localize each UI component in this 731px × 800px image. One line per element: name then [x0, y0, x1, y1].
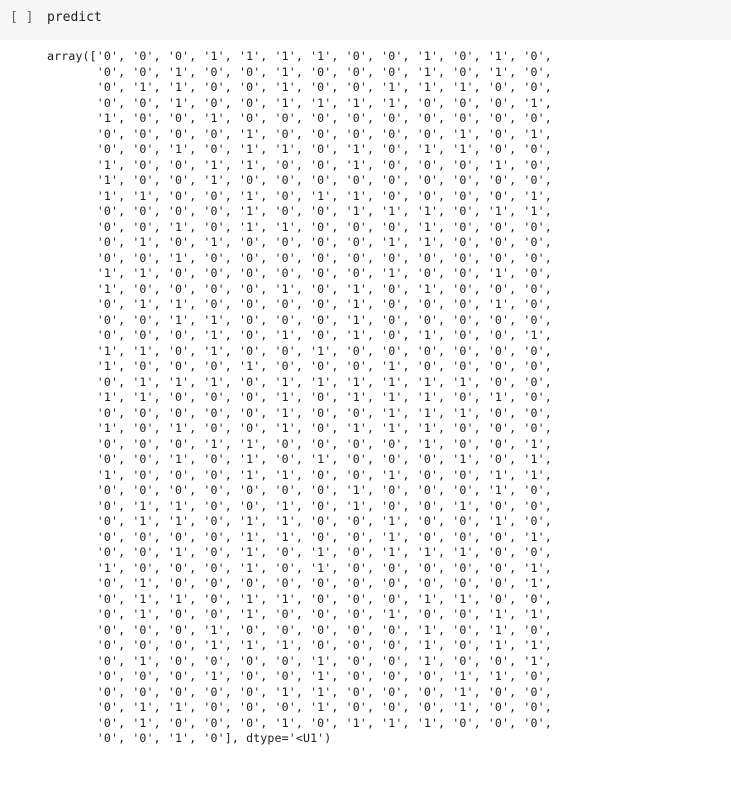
output-line: '0', '0', '0', '1', '1', '1', '0', '0', '0', '1', '0', '1', '1', — [47, 638, 552, 652]
output-line: '0', '0', '1', '0', '1', '0', '1', '0', '1', '1', '1', '0', '0', — [47, 545, 552, 559]
output-line: '0', '1', '1', '0', '1', '1', '0', '0', '1', '0', '0', '1', '0', — [47, 514, 552, 528]
output-line: '1', '0', '0', '1', '0', '0', '0', '0', '0', '0', '0', '0', '0', — [47, 173, 552, 187]
output-line: '0', '1', '1', '1', '0', '1', '1', '1', '1', '1', '1', '0', '0', — [47, 374, 552, 389]
code-editor-text[interactable]: predict — [47, 10, 102, 25]
output-line: '0', '0', '0', '0', '1', '0', '0', '0', '0', '0', '1', '0', '1', — [47, 126, 552, 141]
output-line: '0', '1', '0', '0', '0', '1', '0', '1', '1', '1', '0', '0', '0', — [47, 715, 552, 730]
output-line: '1', '1', '0', '1', '0', '0', '1', '0', '0', '0', '0', '0', '0', — [47, 343, 552, 358]
output-line: '0', '0', '0', '0', '0', '0', '0', '1', '0', '0', '0', '1', '0', — [47, 483, 552, 497]
output-line: '1', '1', '0', '0', '1', '0', '1', '1', '0', '0', '0', '0', '1', — [47, 188, 552, 203]
output-line: '0', '0', '0', '0', '1', '1', '0', '0', '1', '0', '0', '0', '1', — [47, 529, 552, 544]
output-line: '0', '1', '1', '0', '0', '1', '0', '1', '0', '0', '1', '0', '0', — [47, 498, 552, 513]
output-line: '1', '0', '0', '0', '1', '0', '0', '0', '1', '0', '0', '0', '0', — [47, 359, 552, 373]
output-line: '1', '0', '0', '0', '1', '0', '1', '0', '0', '0', '0', '0', '1', — [47, 560, 552, 575]
output-line: '0', '0', '1', '0', '1', '1', '0', '0', '0', '1', '0', '0', '0', — [47, 219, 552, 234]
output-line: '0', '1', '0', '1', '0', '0', '0', '0', '1', '1', '0', '0', '0', — [47, 235, 552, 249]
output-line: '0', '1', '1', '0', '0', '0', '0', '1', '0', '0', '0', '1', '0', — [47, 297, 552, 311]
output-line: '0', '1', '0', '0', '0', '0', '0', '0', '0', '0', '0', '0', '1', — [47, 576, 552, 590]
output-line: '1', '0', '1', '0', '0', '1', '0', '1', '1', '1', '0', '0', '0', — [47, 421, 552, 435]
output-line: array(['0', '0', '0', '1', '1', '1', '1', '0', '0', '1', '0', '1', '0', — [47, 49, 552, 63]
output-line: '0', '0', '0', '0', '0', '1', '1', '0', '0', '0', '1', '0', '0', — [47, 684, 552, 699]
output-line: '0', '1', '1', '0', '0', '0', '1', '0', '0', '0', '1', '0', '0', — [47, 700, 552, 714]
code-input-area[interactable] — [0, 0, 731, 40]
output-line: '1', '1', '0', '0', '0', '0', '0', '0', '1', '0', '0', '1', '0', — [47, 266, 552, 280]
output-line: '0', '0', '0', '1', '0', '1', '0', '1', '0', '1', '0', '0', '1', — [47, 328, 552, 342]
output-line: '1', '0', '0', '0', '0', '1', '0', '1', '0', '1', '0', '0', '0', — [47, 281, 552, 296]
output-line: '0', '0', '1', '0', '0', '1', '0', '0', '0', '1', '0', '1', '0', — [47, 64, 552, 79]
cell-output — [47, 49, 552, 747]
output-line: '1', '1', '0', '0', '0', '1', '0', '1', '1', '1', '0', '1', '0', — [47, 390, 552, 404]
run-cell-prompt[interactable]: [ ] — [10, 10, 34, 25]
output-line: '0', '1', '0', '0', '1', '0', '0', '0', '1', '0', '0', '1', '1', — [47, 607, 552, 621]
output-line: '1', '0', '0', '1', '0', '0', '0', '0', '0', '0', '0', '0', '0', — [47, 111, 552, 125]
output-line: '0', '0', '0', '1', '1', '0', '0', '0', '0', '1', '0', '0', '1', — [47, 436, 552, 451]
output-line: '1', '0', '0', '0', '1', '1', '0', '0', '1', '0', '0', '1', '1', — [47, 467, 552, 482]
output-line: '0', '0', '0', '0', '0', '1', '0', '0', '1', '1', '1', '0', '0', — [47, 405, 552, 420]
output-line: '0', '0', '1', '0', '1', '1', '0', '1', '0', '1', '1', '0', '0', — [47, 142, 552, 156]
output-line: '0', '0', '1', '1', '0', '0', '0', '1', '0', '0', '0', '0', '0', — [47, 312, 552, 327]
output-line: '0', '1', '1', '0', '0', '1', '0', '0', '1', '1', '1', '0', '0', — [47, 80, 552, 94]
output-line: '0', '0', '1', '0', '1', '0', '1', '0', '0', '0', '1', '0', '1', — [47, 452, 552, 466]
output-line: '0', '1', '0', '0', '0', '0', '1', '0', '0', '1', '0', '0', '1', — [47, 653, 552, 668]
output-line: '1', '0', '0', '1', '1', '0', '0', '1', '0', '0', '0', '1', '0', — [47, 157, 552, 172]
output-line: '0', '0', '1', '0', '0', '0', '0', '0', '0', '0', '0', '0', '0', — [47, 250, 552, 265]
output-line: '0', '0', '1', '0', '0', '1', '1', '1', '1', '0', '0', '0', '1', — [47, 95, 552, 110]
output-line: '0', '0', '1', '0'], dtype='<U1') — [47, 731, 332, 745]
output-line: '0', '0', '0', '1', '0', '0', '0', '0', '0', '1', '0', '1', '0', — [47, 622, 552, 637]
output-line: '0', '0', '0', '0', '1', '0', '0', '1', '1', '1', '0', '1', '1', — [47, 204, 552, 218]
output-line: '0', '0', '0', '1', '0', '0', '1', '0', '0', '0', '1', '1', '0', — [47, 669, 552, 683]
output-line: '0', '1', '1', '0', '1', '1', '0', '0', '0', '1', '1', '0', '0', — [47, 591, 552, 606]
